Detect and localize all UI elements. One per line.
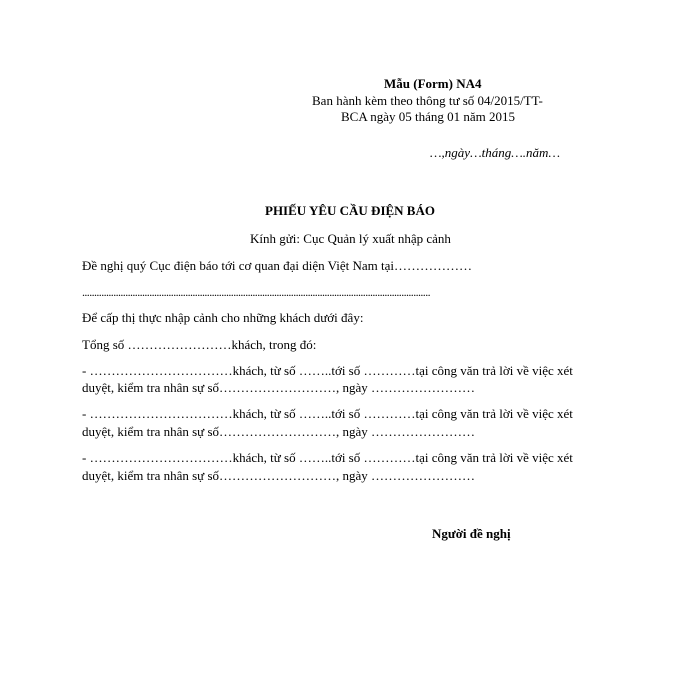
guest-entry-line-2: duyệt, kiểm tra nhân sự số………………………, ngày …………………… bbox=[82, 468, 476, 483]
purpose-line: Để cấp thị thực nhập cảnh cho những khách dưới đây: bbox=[82, 310, 364, 325]
guest-entry-line-2: duyệt, kiểm tra nhân sự số………………………, ngày …………………… bbox=[82, 424, 476, 439]
issued-by-line-1: Ban hành kèm theo thông tư số 04/2015/TT- bbox=[312, 93, 543, 108]
guest-entry-line-2: duyệt, kiểm tra nhân sự số………………………, ngày …………………… bbox=[82, 380, 476, 395]
total-guests-line: Tổng số ……………………khách, trong đó: bbox=[82, 337, 317, 352]
form-code: Mẫu (Form) NA4 bbox=[384, 76, 482, 91]
document-title: PHIẾU YÊU CẦU ĐIỆN BÁO bbox=[265, 203, 435, 218]
guest-entry-line-1: - ……………………………khách, từ số ……..tới số …………tại công văn trả lời về việc xét bbox=[82, 363, 573, 378]
guest-entry-line-1: - ……………………………khách, từ số ……..tới số …………tại công văn trả lời về việc xét bbox=[82, 406, 573, 421]
issued-by-line-2: BCA ngày 05 tháng 01 năm 2015 bbox=[341, 109, 516, 124]
guest-entry-line-1: - ……………………………khách, từ số ……..tới số …………tại công văn trả lời về việc xét bbox=[82, 450, 573, 465]
signer-label: Người đề nghị bbox=[432, 526, 511, 541]
date-placeholder: …,ngày…tháng….năm… bbox=[430, 145, 561, 160]
request-line: Đề nghị quý Cục điện báo tới cơ quan đại diện Việt Nam tại……………… bbox=[82, 258, 473, 273]
recipient-line: Kính gửi: Cục Quản lý xuất nhập cảnh bbox=[250, 231, 451, 246]
dotted-fill-line: ................................................................................................................................................. bbox=[82, 285, 431, 299]
